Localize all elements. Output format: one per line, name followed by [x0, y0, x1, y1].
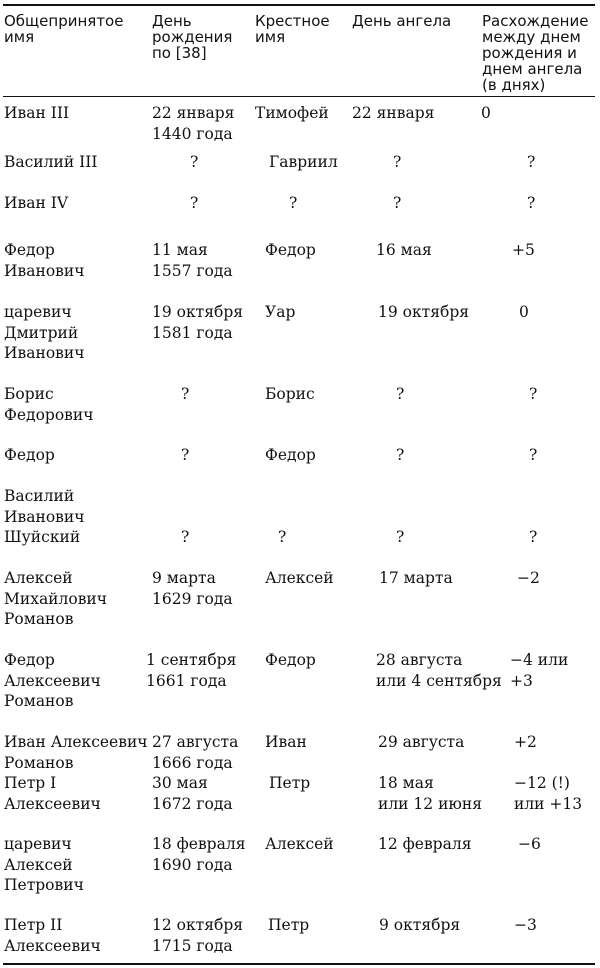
- header-angel-day: День ангела: [352, 12, 452, 30]
- cell-name: Василий Иванович Шуйский: [4, 487, 85, 546]
- cell-baptismal: Федор: [265, 446, 316, 464]
- cell-angel-day: 28 августа или 4 сентября: [376, 651, 502, 690]
- cell-angel-day: 18 мая или 12 июня: [378, 774, 483, 813]
- cell-name: Василий III: [4, 153, 98, 171]
- cell-birth: 11 мая 1557 года: [152, 241, 233, 280]
- cell-angel-day: 22 января: [352, 104, 435, 122]
- cell-angel-day: ?: [396, 446, 405, 464]
- cell-baptismal: Уар: [265, 303, 296, 321]
- cell-diff: −6: [518, 835, 541, 853]
- cell-birth: 27 августа 1666 года: [152, 733, 239, 772]
- cell-baptismal: Алексей: [265, 569, 334, 587]
- cell-baptismal: Федор: [265, 651, 316, 669]
- cell-birth: 22 января 1440 года: [152, 104, 235, 143]
- cell-birth: ?: [190, 153, 199, 171]
- cell-baptismal: Иван: [265, 733, 307, 751]
- cell-baptismal: Федор: [265, 241, 316, 259]
- cell-diff: ?: [527, 153, 536, 171]
- cell-diff: +2: [514, 733, 537, 751]
- header-baptismal: Крестное имя: [255, 12, 330, 46]
- cell-name: царевич Дмитрий Иванович: [4, 303, 85, 362]
- cell-birth: 1 сентября 1661 года: [146, 651, 237, 690]
- cell-diff: −12 (!) или +13: [514, 774, 583, 813]
- cell-birth: 19 октября 1581 года: [152, 303, 244, 342]
- cell-name: царевич Алексей Петрович: [4, 835, 84, 894]
- bottom-rule: [3, 963, 595, 965]
- cell-diff: −3: [514, 916, 537, 934]
- header-diff: Расхождение между днем рождения и днем ангела (в днях): [482, 12, 589, 94]
- cell-birth: ?: [181, 528, 190, 546]
- cell-baptismal: ?: [278, 528, 287, 546]
- cell-baptismal: Алексей: [265, 835, 334, 853]
- cell-name: Иван III: [4, 104, 70, 122]
- cell-name: Иван IV: [4, 194, 69, 212]
- cell-diff: −2: [517, 569, 540, 587]
- cell-birth: 30 мая 1672 года: [152, 774, 233, 813]
- cell-birth: 12 октября 1715 года: [152, 916, 244, 955]
- cell-diff: 0: [519, 303, 529, 321]
- cell-baptismal: Петр: [268, 916, 310, 934]
- cell-diff: ?: [529, 446, 538, 464]
- cell-diff: ?: [529, 528, 538, 546]
- cell-diff: ?: [529, 385, 538, 403]
- cell-diff: ?: [527, 194, 536, 212]
- cell-birth: 18 февраля 1690 года: [152, 835, 246, 874]
- cell-baptismal: Петр: [269, 774, 311, 792]
- cell-angel-day: ?: [396, 385, 405, 403]
- cell-diff: −4 или +3: [510, 651, 569, 690]
- cell-diff: +5: [512, 241, 535, 259]
- cell-name: Федор: [4, 446, 55, 464]
- header-rule: [3, 96, 595, 97]
- cell-name: Федор Иванович: [4, 241, 85, 280]
- cell-name: Петр I Алексеевич: [4, 774, 101, 813]
- cell-birth: 9 марта 1629 года: [152, 569, 233, 608]
- header-name: Общепринятое имя: [4, 12, 124, 46]
- cell-angel-day: ?: [396, 528, 405, 546]
- cell-name: Алексей Михайлович Романов: [4, 569, 107, 628]
- top-rule: [3, 4, 595, 6]
- cell-angel-day: 29 августа: [378, 733, 465, 751]
- cell-birth: ?: [181, 385, 190, 403]
- cell-angel-day: ?: [393, 194, 402, 212]
- cell-angel-day: 9 октября: [379, 916, 461, 934]
- cell-birth: ?: [181, 446, 190, 464]
- cell-angel-day: ?: [393, 153, 402, 171]
- cell-birth: ?: [190, 194, 199, 212]
- cell-baptismal: ?: [289, 194, 298, 212]
- cell-angel-day: 12 февраля: [378, 835, 472, 853]
- cell-baptismal: Борис: [265, 385, 315, 403]
- cell-name: Иван Алексеевич Романов: [4, 733, 148, 772]
- cell-angel-day: 17 марта: [379, 569, 453, 587]
- cell-name: Федор Алексеевич Романов: [4, 651, 101, 710]
- cell-angel-day: 16 мая: [376, 241, 432, 259]
- cell-baptismal: Тимофей: [255, 104, 329, 122]
- cell-diff: 0: [481, 104, 491, 122]
- cell-name: Борис Федорович: [4, 385, 94, 424]
- cell-baptismal: Гавриил: [269, 153, 338, 171]
- cell-name: Петр II Алексеевич: [4, 916, 101, 955]
- header-birth: День рождения по [38]: [152, 12, 233, 62]
- cell-angel-day: 19 октября: [378, 303, 470, 321]
